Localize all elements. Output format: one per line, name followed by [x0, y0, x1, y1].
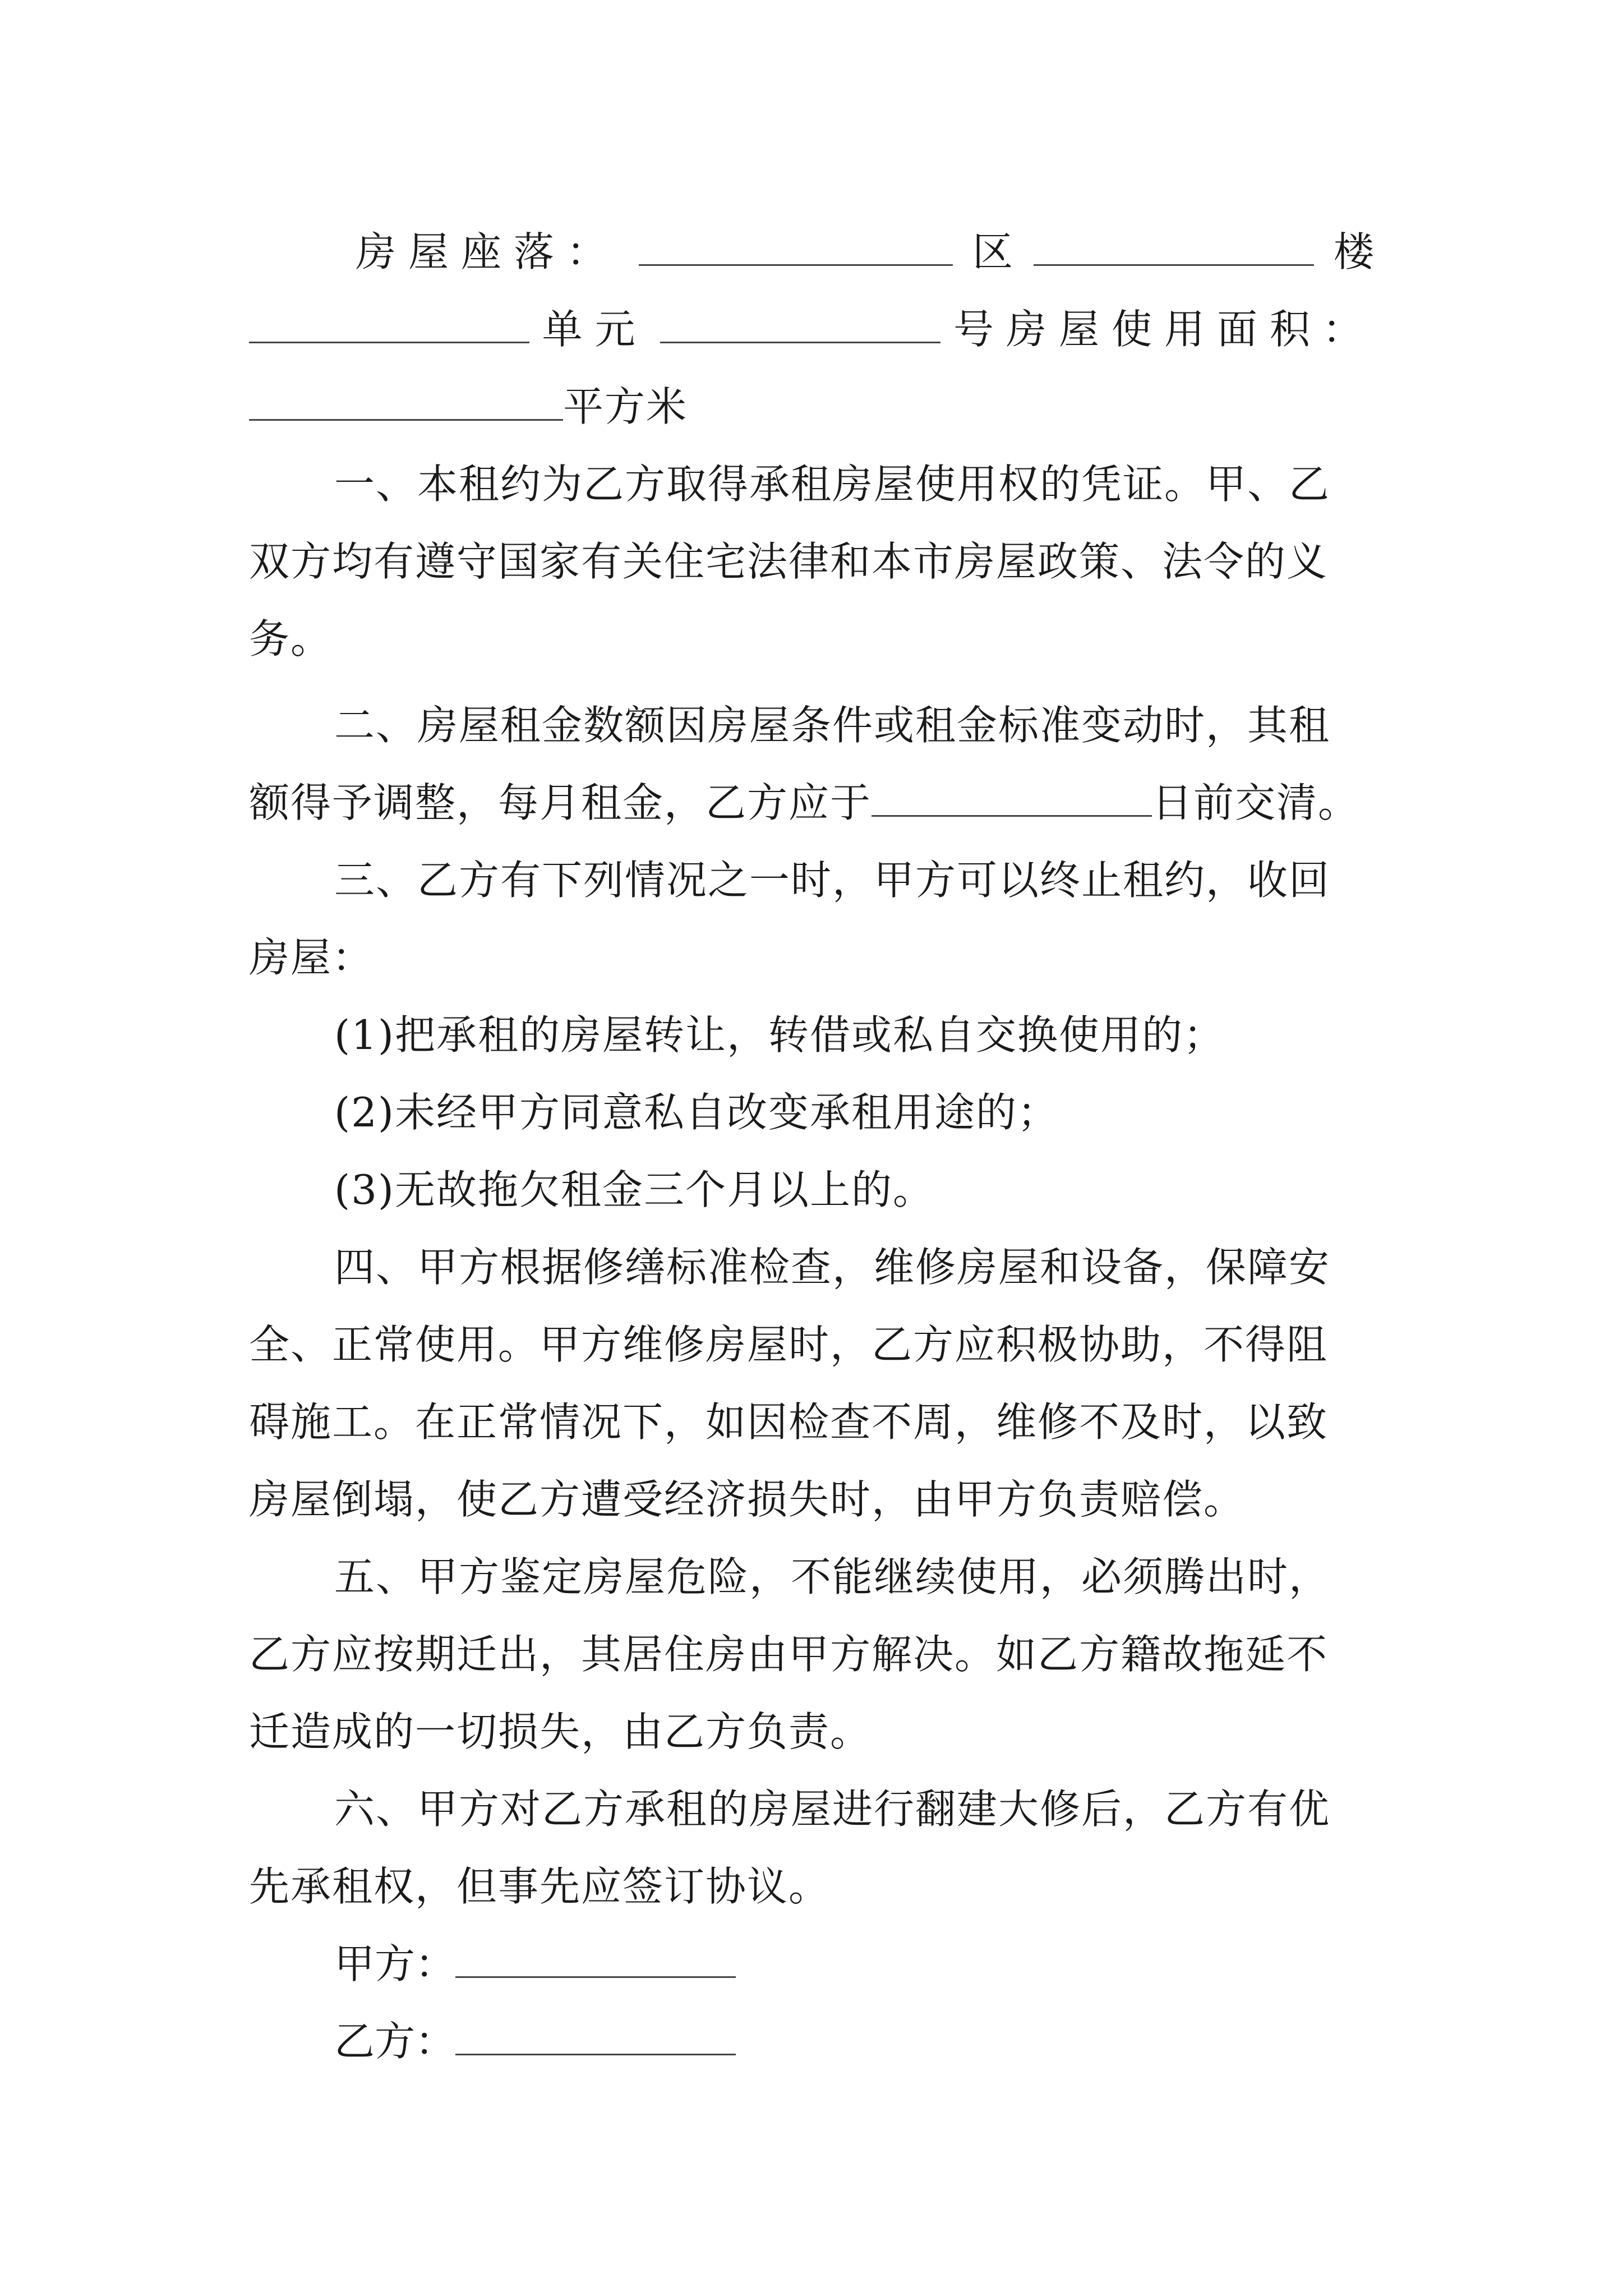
clause-5-line-2: 乙方应按期迁出，其居住房由甲方解决。如乙方籍故拖延不 — [249, 1631, 1329, 1678]
location-row-1 — [249, 213, 1375, 291]
clause-1-line-2: 双方均有遵守国家有关住宅法律和本市房屋政策、法令的义 — [249, 538, 1329, 585]
clause-6-line-2: 先承租权，但事先应签订协议。 — [249, 1863, 831, 1910]
party-b-row — [249, 2003, 1375, 2080]
location-label: 房屋座落： — [356, 228, 620, 275]
location-row-3 — [249, 368, 1375, 445]
clause-2-line-1: 二、房屋租金数额因房屋条件或租金标准变动时，其租 — [334, 702, 1331, 749]
clause-3-item-1: (1)把承租的房屋转让，转借或私自交换使用的； — [334, 1011, 1225, 1059]
clause-2-line-2 — [249, 764, 1375, 841]
clause-1-line-1: 一、本租约为乙方取得承租房屋使用权的凭证。甲、乙 — [334, 461, 1331, 508]
clause-3-line-1: 三、乙方有下列情况之一时，甲方可以终止租约，收回 — [334, 857, 1331, 904]
area-blank[interactable] — [249, 382, 563, 421]
clause-4-line-2: 全、正常使用。甲方维修房屋时，乙方应积极协助，不得阻 — [249, 1321, 1329, 1368]
sqm-label: 平方米 — [563, 383, 688, 430]
clause-3-item-2: (2)未经甲方同意私自改变承租用途的； — [334, 1089, 1059, 1136]
clause-5-line-3: 迁造成的一切损失，由乙方负责。 — [249, 1708, 872, 1755]
unit-prefix-blank[interactable] — [249, 305, 529, 343]
number-area-label: 号房屋使用面积： — [953, 306, 1375, 353]
party-a-blank[interactable] — [455, 1939, 736, 1978]
building-label: 楼 — [1333, 228, 1375, 275]
location-row-2 — [249, 291, 1375, 368]
payment-day-blank[interactable] — [872, 778, 1152, 817]
clause-4-line-1: 四、甲方根据修缮标准检查，维修房屋和设备，保障安 — [334, 1244, 1331, 1291]
clause-5-line-1: 五、甲方鉴定房屋危险，不能继续使用，必须腾出时， — [334, 1553, 1331, 1600]
building-blank[interactable] — [1034, 227, 1314, 266]
party-b-blank[interactable] — [455, 2017, 736, 2055]
clause-1-line-3: 务。 — [249, 615, 333, 662]
clause-4-line-4: 房屋倒塌，使乙方遭受经济损失时，由甲方负责赔偿。 — [249, 1476, 1246, 1523]
party-a-row — [249, 1925, 1375, 2003]
party-b-label: 乙方： — [334, 2018, 456, 2065]
clause-4-line-3: 碍施工。在正常情况下，如因检查不周，维修不及时，以致 — [249, 1398, 1329, 1446]
unit-blank[interactable] — [660, 305, 940, 343]
clause-2-text-a: 额得予调整，每月租金，乙方应于 — [249, 779, 872, 826]
district-label: 区 — [972, 228, 1014, 275]
clause-3-line-2: 房屋： — [249, 934, 374, 981]
party-a-label: 甲方： — [334, 1940, 456, 1987]
clause-2-text-b: 日前交清。 — [1152, 779, 1360, 826]
unit-label: 单元 — [542, 306, 648, 353]
district-blank[interactable] — [639, 227, 953, 266]
document-page — [249, 213, 1375, 2080]
clause-6-line-1: 六、甲方对乙方承租的房屋进行翻建大修后，乙方有优 — [334, 1786, 1331, 1833]
clause-3-item-3: (3)无故拖欠租金三个月以上的。 — [334, 1166, 934, 1213]
